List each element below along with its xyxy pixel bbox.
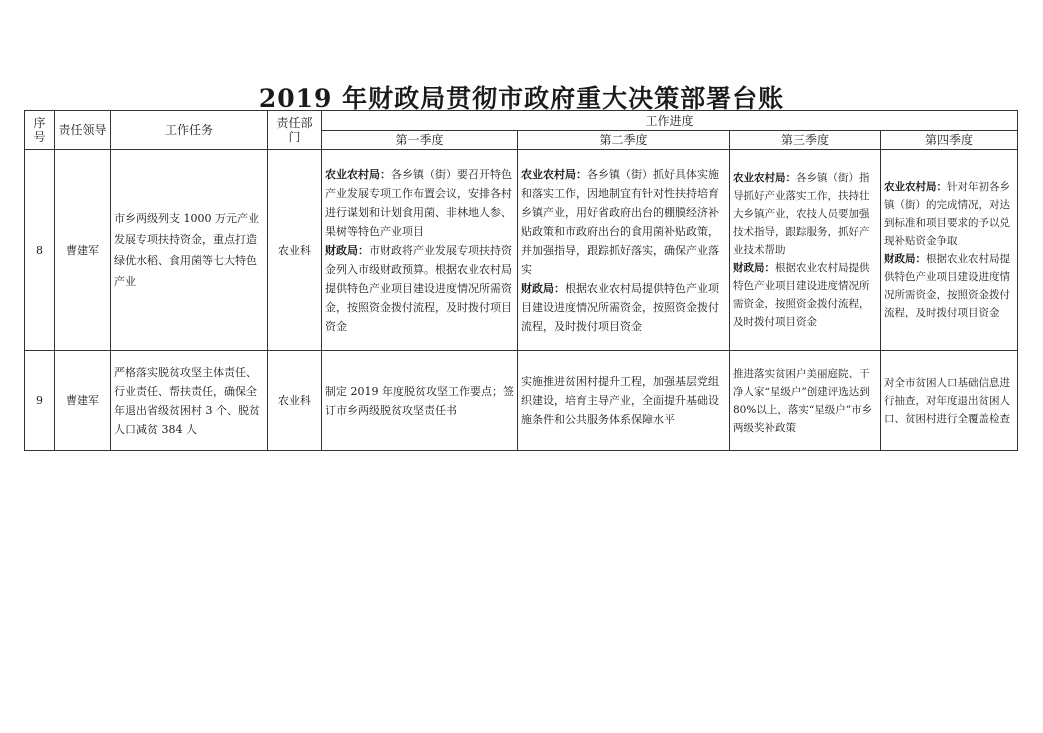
q1-finance-text: 市财政将产业发展专项扶持资金列入市级财政预算。根据农业农村局提供特色产业项目建设进度情况所需资金，按照资金拨付流程，及时拨付项目资金 bbox=[325, 243, 512, 333]
header-dept: 责任部门 bbox=[268, 111, 322, 150]
q4-agri-label: 农业农村局： bbox=[884, 181, 947, 193]
table-row bbox=[25, 351, 1018, 451]
row-q2: 实施推进贫困村提升工程，加强基层党组织建设，培育主导产业，全面提升基础设施条件和公共服务体系保障水平 bbox=[518, 351, 730, 451]
header-q2: 第二季度 bbox=[518, 131, 730, 150]
row-q1 bbox=[322, 150, 518, 351]
ledger-table bbox=[24, 110, 1018, 451]
q2-finance-label: 财政局： bbox=[521, 281, 565, 295]
q3-agri-label: 农业农村局： bbox=[733, 172, 796, 184]
row-seq: 9 bbox=[25, 351, 55, 451]
q1-finance-label: 财政局： bbox=[325, 243, 369, 257]
row-leader: 曹建军 bbox=[55, 150, 111, 351]
header-task: 工作任务 bbox=[111, 111, 268, 150]
q3-finance-text: 根据农业农村局提供特色产业项目建设进度情况所需资金，按照资金拨付流程，及时拨付项目资金 bbox=[733, 262, 870, 328]
q2-agri-text: 各乡镇（街）抓好具体实施和落实工作，因地制宜有针对性扶持培育乡镇产业，用好省政府出台的棚膜经济补贴政策和市政府出台的食用菌补贴政策，并加强指导，跟踪抓好落实，确保产业落实 bbox=[521, 167, 719, 276]
row-task: 市乡两级列支 1000 万元产业发展专项扶持资金，重点打造绿优水稻、食用菌等七大特色产业 bbox=[111, 150, 268, 351]
q3-finance-label: 财政局： bbox=[733, 262, 775, 274]
q2-finance-text: 根据农业农村局提供特色产业项目建设进度情况所需资金，按照资金拨付流程，及时拨付项目资金 bbox=[521, 281, 719, 333]
row-dept: 农业科 bbox=[268, 351, 322, 451]
q4-finance-text: 根据农业农村局提供特色产业项目建设进度情况所需资金，按照资金拨付流程，及时拨付项目资金 bbox=[884, 253, 1010, 319]
header-seq: 序号 bbox=[25, 111, 55, 150]
row-q2 bbox=[518, 150, 730, 351]
row-q3 bbox=[730, 150, 881, 351]
header-leader: 责任领导 bbox=[55, 111, 111, 150]
q1-agri-label: 农业农村局： bbox=[325, 167, 391, 181]
row-q4 bbox=[881, 150, 1018, 351]
q4-agri-text: 针对年初各乡镇（街）的完成情况，对达到标准和项目要求的予以兑现补贴资金争取 bbox=[884, 181, 1010, 247]
page-title: 2019 年财政局贯彻市政府重大决策部署台账 bbox=[258, 84, 785, 113]
row-leader: 曹建军 bbox=[55, 351, 111, 451]
header-progress: 工作进度 bbox=[322, 111, 1018, 131]
header-q4: 第四季度 bbox=[881, 131, 1018, 150]
q1-agri-text: 各乡镇（街）要召开特色产业发展专项工作布置会议，安排各村进行谋划和计划食用菌、非林地人参、果树等特色产业项目 bbox=[325, 167, 512, 238]
row-seq: 8 bbox=[25, 150, 55, 351]
row-task: 严格落实脱贫攻坚主体责任、行业责任、帮扶责任，确保全年退出省级贫困村 3 个、脱贫人口减贫 384 人 bbox=[111, 351, 268, 451]
q3-agri-text: 各乡镇（街）指导抓好产业落实工作，扶持壮大乡镇产业，农技人员要加强技术指导，跟踪服务，抓好产业技术帮助 bbox=[733, 172, 870, 256]
row-q4: 对全市贫困人口基础信息进行抽查，对年度退出贫困人口、贫困村进行全覆盖检查 bbox=[881, 351, 1018, 451]
row-q3: 推进落实贫困户美丽庭院、干净人家“星级户”创建评选达到 80%以上，落实“星级户”市乡两级奖补政策 bbox=[730, 351, 881, 451]
table-row bbox=[25, 150, 1018, 351]
q2-agri-label: 农业农村局： bbox=[521, 167, 587, 181]
header-q1: 第一季度 bbox=[322, 131, 518, 150]
row-dept: 农业科 bbox=[268, 150, 322, 351]
q4-finance-label: 财政局： bbox=[884, 253, 926, 265]
header-q3: 第三季度 bbox=[730, 131, 881, 150]
row-q1: 制定 2019 年度脱贫攻坚工作要点；签订市乡两级脱贫攻坚责任书 bbox=[322, 351, 518, 451]
